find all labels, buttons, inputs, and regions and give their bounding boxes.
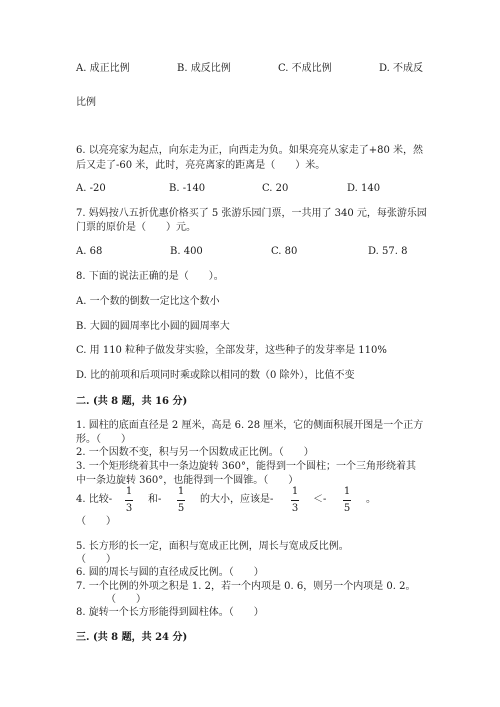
s2-q7-line2: （ ） [106,594,146,605]
s2-q8: 8. 旋转一个长方形能得到圆柱体。（ ） [76,607,264,618]
s2-q3-line2: 中一条边旋转 360°，也能得到一个圆锥。（ ） [76,475,299,486]
s2-q6: 6. 圆的周长与圆的直径成反比例。（ ） [76,567,264,578]
q7-option-b: B. 400 [170,246,203,257]
q7-option-a: A. 68 [76,246,103,257]
s2-q2: 2. 一个因数不变，积与另一个因数成正比例。（ ） [76,447,314,458]
fraction-denominator: 5 [177,503,185,514]
q5-option-d: D. 不成反 [379,63,424,74]
s2-q4-text: 的大小，应该是- [200,494,274,505]
s2-q4-fraction-3 [289,486,301,515]
q6-stem-line2: 后又走了-60 米，此时，亮亮离家的距离是（ ）米。 [76,160,326,171]
s2-q1-line2: 形。（ ） [76,434,131,445]
fraction-bar [343,500,351,501]
q5-option-d-wrap: 比例 [76,97,96,108]
fraction-numerator: 1 [343,486,351,497]
s2-q4-prefix: 4. 比较- [76,494,113,505]
fraction-numerator: 1 [125,486,133,497]
q8-stem: 8. 下面的说法正确的是（ ）。 [76,271,224,282]
fraction-denominator: 5 [343,503,351,514]
s2-q4-fraction-1 [123,486,135,515]
q8-option-d: D. 比的前项和后项同时乘或除以相同的数（0 除外），比值不变 [76,370,355,381]
q6-option-a: A. -20 [76,183,106,194]
s2-q3-line1: 3. 一个矩形绕着其中一条边旋转 360°，能得到一个圆柱；一个三角形绕着其 [76,461,416,472]
s2-q1-line1: 1. 圆柱的底面直径是 2 厘米，高是 6. 28 厘米，它的侧面积展开图是一个正方 [76,420,424,431]
fraction-bar [291,500,299,501]
q8-option-b: B. 大圆的圆周率比小圆的圆周率大 [76,321,230,332]
q5-option-a: A. 成正比例 [76,63,130,74]
q6-option-d: D. 140 [347,183,381,194]
fraction-numerator: 1 [177,486,185,497]
s2-q4-mid: 和- [148,494,162,505]
s2-q7-line1: 7. 一个比例的外项之积是 1. 2，若一个内项是 0. 6，则另一个内项是 0. 2。 [76,581,416,592]
s2-q4-blank: （ ） [76,516,116,527]
q7-option-d: D. 57. 8 [368,246,408,257]
q5-option-b: B. 成反比例 [177,63,231,74]
fraction-denominator: 3 [125,503,133,514]
q6-option-b: B. -140 [169,183,206,194]
fraction-bar [177,500,185,501]
q7-stem-line2: 门票的原价是（ ）元。 [76,222,196,233]
s2-q5-line1: 5. 长方形的长一定，面积与宽成正比例，周长与宽成反比例。 [76,541,349,552]
s2-q4-end: 。 [366,494,376,505]
fraction-denominator: 3 [291,503,299,514]
s2-q4-fraction-4 [341,486,353,515]
q6-stem-line1: 6. 以亮亮家为起点，向东走为正，向西走为负。如果亮亮从家走了+80 米，然 [76,145,424,156]
q6-option-c: C. 20 [262,183,289,194]
s2-q5-line2: （ ） [76,554,116,565]
q7-option-c: C. 80 [271,246,298,257]
s2-q4-fraction-2 [175,486,187,515]
section2-heading: 二. (共 8 题，共 16 分) [76,396,188,407]
fraction-bar [125,500,133,501]
q8-option-a: A. 一个数的倒数一定比这个数小 [76,296,220,307]
q7-stem-line1: 7. 妈妈按八五折优惠价格买了 5 张游乐园门票，一共用了 340 元，每张游乐园 [76,208,427,219]
s2-q4-less-than: ＜- [313,494,327,505]
q8-option-c: C. 用 110 粒种子做发芽实验，全部发芽，这些种子的发芽率是 110% [76,345,387,356]
fraction-numerator: 1 [291,486,299,497]
q5-option-c: C. 不成比例 [278,63,332,74]
section3-heading: 三. (共 8 题，共 24 分) [76,632,188,643]
